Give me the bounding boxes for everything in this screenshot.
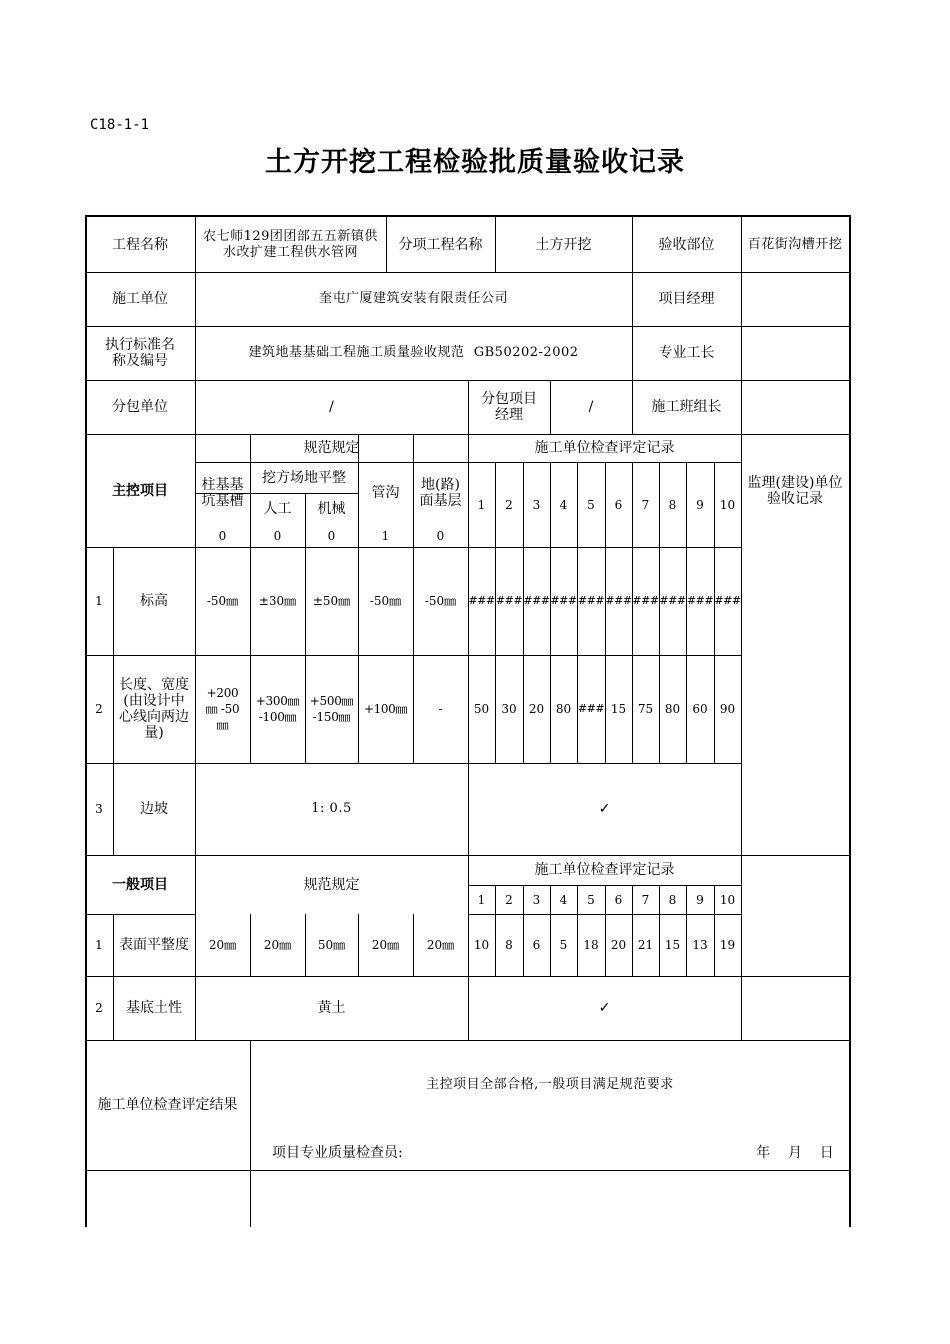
item-name: 基底土性 (126, 1000, 182, 1016)
date-label: 年 月 日 (756, 1145, 834, 1161)
general-check-record-label: 施工单位检查评定记录 (534, 862, 675, 878)
check-value: 15 (610, 702, 627, 716)
check-value: 60 (692, 702, 708, 716)
check-number: 1 (477, 892, 486, 907)
check-number: 3 (532, 892, 541, 907)
spec-value: ±50㎜ (312, 594, 351, 608)
page-title: 土方开挖工程检验批质量验收记录 (265, 147, 685, 178)
spec-value: - (438, 702, 443, 716)
soil-spec-value: 黄土 (317, 1000, 346, 1016)
check-value: 80 (555, 702, 572, 716)
check-number: 2 (505, 497, 513, 512)
check-number: 3 (532, 497, 541, 512)
col-pit-label: 柱基基坑基槽 (201, 477, 244, 509)
main-spec-label: 规范规定 (303, 440, 360, 456)
spec-value: -50㎜ (206, 594, 239, 608)
col-flag: 1 (381, 528, 390, 543)
foreman-label: 专业工长 (658, 345, 715, 361)
conclusion-label: 施工单位检查评定结果 (97, 1097, 238, 1113)
spec-value: -50㎜ (369, 594, 402, 608)
item-name: 长度、宽度(由设计中心线向两边量) (119, 677, 189, 741)
contractor-label: 施工单位 (112, 291, 168, 307)
check-value: ### (577, 594, 605, 607)
check-value: ### (577, 702, 605, 715)
spec-value: 50㎜ (317, 938, 346, 952)
spec-value: +300㎜ -100㎜ (255, 694, 300, 724)
item-name: 标高 (140, 593, 168, 609)
team-leader-value (741, 380, 849, 434)
spec-value: -50㎜ (424, 594, 457, 608)
check-mark: ✓ (598, 801, 611, 817)
check-value: 50 (473, 702, 490, 716)
check-value: 30 (501, 702, 517, 716)
col-flag: 0 (218, 528, 227, 543)
check-value: ### (714, 594, 741, 607)
subcontractor-value: / (329, 399, 334, 415)
col-pipe-label: 管沟 (371, 485, 400, 501)
item-name: 边坡 (140, 801, 168, 817)
check-number: 8 (668, 497, 677, 512)
check-value: 20 (528, 702, 545, 716)
col-flag: 0 (327, 528, 336, 543)
check-value: 90 (719, 702, 736, 716)
check-value: 19 (719, 938, 736, 952)
acceptance-part-label: 验收部位 (658, 236, 715, 253)
check-value: ### (605, 594, 632, 607)
check-number: 7 (641, 892, 650, 907)
col-flag: 0 (436, 528, 445, 543)
col-site-label: 挖方场地平整 (262, 469, 346, 486)
check-value: ### (632, 594, 659, 607)
general-items-label: 一般项目 (112, 876, 168, 893)
check-value: 13 (692, 938, 708, 952)
col-manual-label: 人工 (263, 500, 292, 517)
check-number: 2 (505, 892, 513, 907)
check-number: 8 (668, 892, 677, 907)
main-check-record-label: 施工单位检查评定记录 (534, 440, 675, 456)
check-number: 4 (559, 497, 568, 512)
check-number: 6 (614, 497, 623, 512)
col-machine-label: 机械 (317, 500, 346, 517)
check-value: 8 (505, 938, 513, 952)
spec-value: +200㎜ -50㎜ (205, 686, 240, 732)
project-name-label: 工程名称 (112, 236, 168, 253)
general-spec-label: 规范规定 (303, 876, 360, 893)
check-value: 75 (637, 702, 654, 716)
check-value: ### (468, 594, 495, 607)
sub-pm-label: 分包项目经理 (481, 391, 537, 423)
check-value: ### (523, 594, 550, 607)
standard-label: 执行标准名称及编号 (105, 337, 175, 369)
check-number: 7 (641, 497, 650, 512)
acceptance-part-value: 百花街沟槽开挖 (747, 236, 843, 252)
check-value: 5 (559, 938, 568, 952)
subcontractor-label: 分包单位 (112, 399, 168, 415)
check-number: 5 (587, 497, 595, 512)
foreman-value (741, 326, 849, 380)
check-number: 10 (719, 892, 736, 907)
slope-spec-value: 1: 0.5 (311, 801, 352, 816)
project-name-value: 农七师129团团部五五新镇供水改扩建工程供水管网 (203, 228, 378, 260)
check-value: 80 (664, 702, 681, 716)
sub-pm-value: / (588, 399, 594, 415)
check-number: 1 (477, 497, 486, 512)
project-manager-label: 项目经理 (658, 291, 715, 307)
check-mark: ✓ (598, 1000, 611, 1016)
item-number: 1 (95, 594, 103, 608)
sub-project-value: 土方开挖 (535, 236, 592, 253)
spec-value: 20㎜ (426, 938, 455, 952)
check-number: 6 (614, 892, 623, 907)
check-value: 15 (664, 938, 681, 952)
check-value: ### (686, 594, 714, 607)
conclusion-text: 主控项目全部合格,一般项目满足规范要求 (426, 1077, 674, 1092)
item-number: 2 (95, 702, 103, 716)
standard-value: 建筑地基基础工程施工质量验收规范 GB50202-2002 (248, 345, 579, 360)
supervision-label: 监理(建设)单位验收记录 (747, 474, 843, 507)
spec-value: 20㎜ (371, 938, 400, 952)
check-value: 21 (637, 938, 654, 952)
check-value: 18 (583, 938, 599, 952)
check-value: ### (659, 594, 686, 607)
spec-value: ±30㎜ (258, 594, 297, 608)
spec-value: 20㎜ (263, 938, 292, 952)
project-manager-value (741, 272, 849, 326)
team-leader-label: 施工班组长 (651, 399, 722, 415)
check-number: 9 (696, 497, 704, 512)
item-name: 表面平整度 (119, 937, 189, 953)
col-ground-label: 地(路)面基层 (419, 477, 462, 509)
check-value: ### (495, 594, 523, 607)
spec-value: +100㎜ (364, 702, 407, 716)
contractor-value: 奎屯广厦建筑安装有限责任公司 (318, 291, 508, 306)
check-value: 10 (473, 938, 490, 952)
sub-project-label: 分项工程名称 (398, 236, 483, 253)
item-number: 3 (95, 802, 103, 816)
form-code: C18-1-1 (90, 117, 150, 133)
main-control-label: 主控项目 (112, 482, 168, 499)
check-number: 5 (587, 892, 595, 907)
col-flag: 0 (273, 528, 282, 543)
check-value: 20 (610, 938, 627, 952)
spec-value: +500㎜ -150㎜ (309, 694, 354, 724)
check-value: ### (550, 594, 577, 607)
check-value: 6 (532, 938, 541, 952)
inspection-record-table (85, 215, 851, 1227)
inspector-label: 项目专业质量检查员: (272, 1145, 403, 1161)
spec-value: 20㎜ (208, 938, 237, 952)
check-number: 9 (696, 892, 704, 907)
check-number: 4 (559, 892, 568, 907)
item-number: 1 (95, 938, 103, 952)
check-number: 10 (719, 497, 736, 512)
item-number: 2 (95, 1001, 103, 1015)
